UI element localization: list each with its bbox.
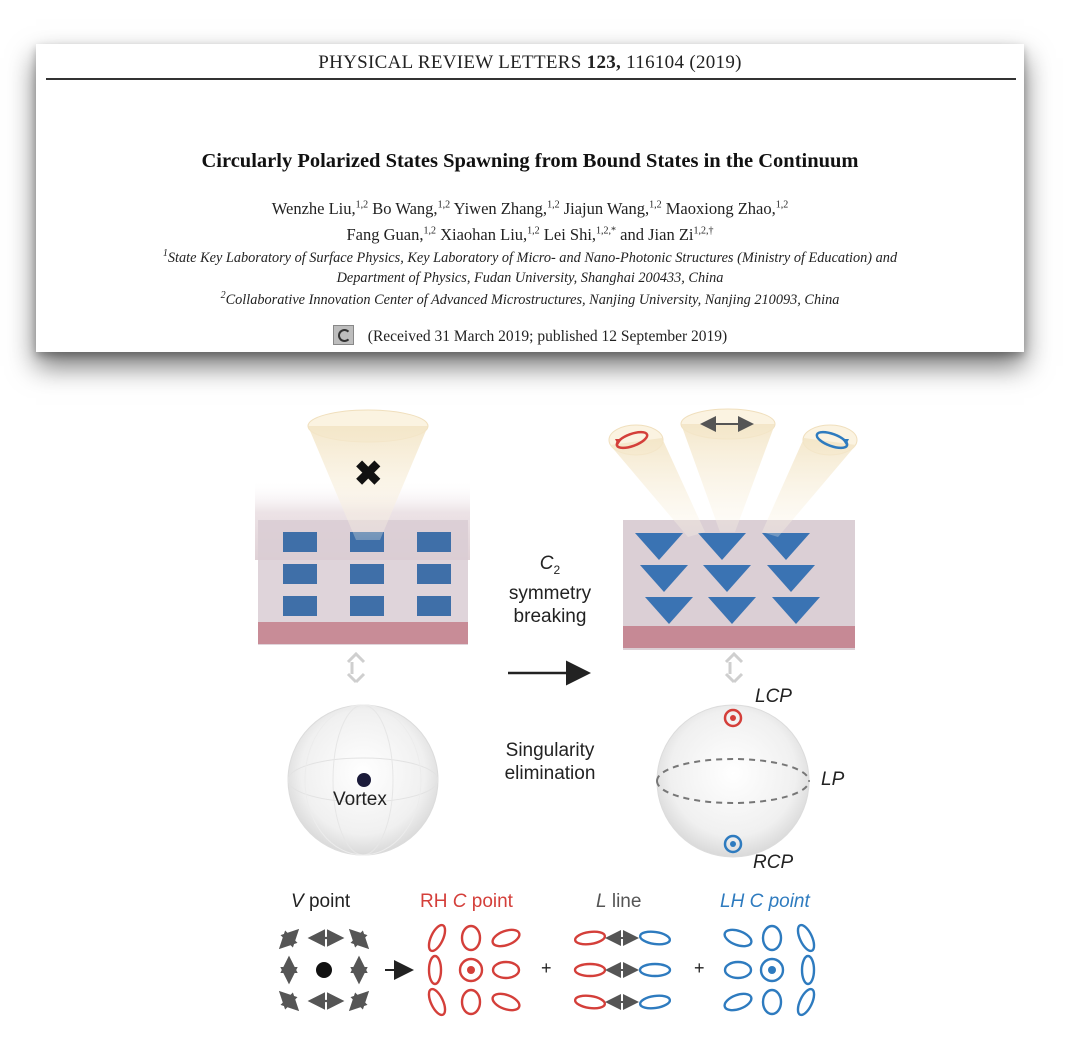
right-sphere [657,705,809,857]
plus-sign-1: + [541,958,552,978]
journal-volume: 123, [586,52,622,73]
rh-c-point-label: RH C point [420,891,513,912]
paper-title: Circularly Polarized States Spawning from Bound States in the Continuum [201,150,859,172]
affiliation-2: $^2$Collaborative Innovation Center of Advanced Microstructures, Nanjing University, Nanjing 210093, China [220,290,840,308]
l-line-label: L line [596,891,642,912]
author[interactable]: Bo Wang,$^{1,2}$ [372,199,451,218]
vortex-label: Vortex [333,789,387,810]
lcp-label: LCP [755,686,792,707]
left-slab-edge [258,622,468,644]
rcp-label: RCP [753,852,794,873]
rh-c-point-center-icon [467,966,475,974]
left-slab-holes [283,532,451,616]
journal-name: PHYSICAL REVIEW LETTERS [318,52,582,73]
right-slab-group [609,409,857,682]
lh-c-point-label: LH C point [720,891,810,912]
symmetry-breaking-label: $C_2$ symmetry breaking [508,553,592,627]
vortex-point-icon [357,773,371,787]
received-text: (Received 31 March 2019; published 12 September 2019) [367,328,728,345]
author[interactable]: and Jian $Zi^{1,2,\dagger}$ [620,225,714,244]
v-point-label: V point [291,891,351,912]
affiliation-1-line-2: Department of Physics, Fudan University, Shanghai 200433, China [336,270,724,286]
author[interactable]: Fang Guan,$^{1,2}$ [346,225,436,244]
right-slab-edge [623,626,855,648]
author[interactable]: Wenzhe Liu,$^{1,2}$ [271,199,369,218]
plus-sign-2: + [694,958,705,978]
author[interactable]: Jiajun Wang,$^{1,2}$ [563,199,662,218]
v-point-center-icon [316,962,332,978]
author[interactable]: Xiaohan Liu,$^{1,2}$ [440,225,540,244]
singularity-elimination-label: Singularity elimination [504,740,596,784]
lh-c-point-center-icon [768,966,776,974]
author[interactable]: Maoxiong Zhao,$^{1,2}$ [665,199,789,218]
left-slab-group [255,410,470,682]
right-slab-triangles [635,533,820,624]
author[interactable]: Yiwen Zhang,$^{1,2}$ [453,199,560,218]
article-number: 116104 (2019) [626,52,742,73]
lp-label: LP [821,769,845,790]
left-updown-arrow [348,654,364,682]
l-line-field [574,930,670,1010]
forbidden-cross-icon: ✖ [354,455,383,493]
left-sphere [288,705,438,855]
right-updown-arrow [726,654,742,682]
affiliation-1-line-1: $^1$State Key Laboratory of Surface Physics, Key Laboratory of Micro- and Nano-Photonic Structures (Ministry of Education) and [162,248,898,266]
author[interactable]: Lei Shi,$^{1,2,*}$ [543,225,617,244]
